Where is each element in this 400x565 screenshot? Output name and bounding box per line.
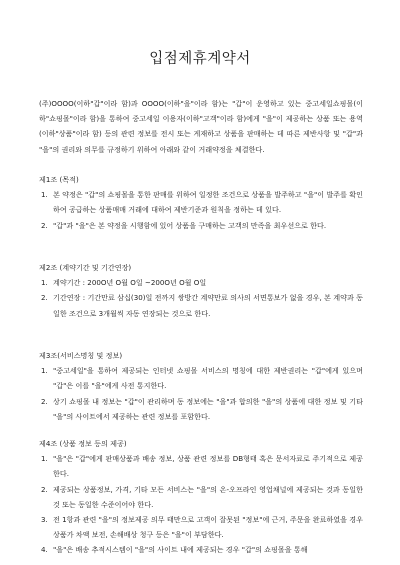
article-3	[39, 348, 363, 424]
article-2	[39, 260, 363, 321]
clause-text: "을"은 배송 추적시스템이 "을"의 사이트 내에 제공되는 경우 "갑"의 쇼핑몰을 통해	[53, 545, 308, 555]
clause-item	[39, 451, 363, 481]
clause-number: 3.	[41, 515, 48, 525]
intro-paragraph: (주)OOOO(이하"갑"이라 함)과 OOOO(이하"을"이라 함)는 "갑"이 운영하고 있는 중고세일쇼핑몰(이하"쇼핑몰"이라 함)을 통하여 중고세일 이용자(이하"고객"이라 함)에게 "을"이 제공하는 상품 또는 용역 (이하"상품"이라 함) 등의 관련 정보를 전시 또는 게재하고 상품을 판매하는 데 따른 제반사항 및 "갑"과 "을"의 권리와 의무를 규정하기 위하여 아래와 같이 거래약정을 체결한다.	[39, 99, 363, 154]
clause-item	[39, 363, 363, 393]
clause-text: "을"은 "갑"에게 판매상품과 배송 정보, 상품 관련 정보를 DB형태 혹은 문서자료로 주기적으로 제공한다.	[53, 454, 363, 479]
clause-item	[39, 512, 363, 542]
clause-item	[39, 394, 363, 424]
clause-text: 계약기간 : 200O년 O월 O일 ~200O년 O월 O일	[53, 278, 207, 288]
article-heading: 제3조(서비스명칭 및 정보)	[39, 351, 123, 360]
clause-number: 2.	[41, 293, 48, 303]
clause-number: 2.	[41, 484, 48, 494]
article-heading: 제4조 (상품 정보 등의 제공)	[39, 439, 127, 448]
clause-number: 2.	[41, 220, 48, 230]
clause-text: 본 약정은 "갑"의 쇼핑몰을 통한 판매를 위하여 일정한 조건으로 상품을 발주하고 "을"이 발주를 확인하여 공급하는 상품매매 거래에 대하여 제반기준과 원칙을 정하는 데 있다.	[53, 190, 363, 215]
article-4	[39, 436, 363, 558]
clause-item	[39, 275, 363, 290]
clause-text: 기간연장 : 기간만료 삼십(30)일 전까지 쌍방간 계약만료 의사의 서면통보가 없을 경우, 본 계약과 동일한 조건으로 3개월씩 자동 연장되는 것으로 한다.	[53, 293, 363, 318]
document-title: 입점제휴계약서	[149, 51, 251, 67]
article-heading: 제2조 (계약기간 및 기간연장)	[39, 263, 132, 272]
clause-text: 전 1항과 관련 "을"의 정보제공 의무 태만으로 고객이 잘못된 "정보"에 근거, 주문을 완료하였을 경우 상품가 차액 보전, 손해배상 청구 등은 "을"이 부담한다.	[53, 515, 363, 540]
clause-text: 상기 쇼핑몰 내 정보는 "갑"이 관리하며 동 정보에는 "을"과 합의한 "을"의 상품에 대한 정보 및 기타 "을"의 사이트에서 제공하는 관련 정보를 포함한다.	[53, 396, 363, 421]
clause-number: 1.	[41, 278, 48, 288]
article-heading: 제1조 (목적)	[39, 175, 79, 184]
clause-text: 제공되는 상품정보, 가격, 기타 모든 서비스는 "을"의 온-오프라인 영업채널에 제공되는 것과 동일한 것 또는 동일한 수준이어야 한다.	[53, 484, 363, 509]
clause-text: "갑"과 "을"은 본 약정을 시행함에 있어 상품을 구매하는 고객의 만족을 최우선으로 한다.	[53, 220, 327, 230]
clause-number: 2.	[41, 396, 48, 406]
clause-text: "중고세일"을 통하여 제공되는 인터넷 쇼핑몰 서비스의 명칭에 대한 제반권리는 "갑"에게 있으며 "갑"은 이를 "을"에게 사전 통지한다.	[53, 366, 363, 391]
clause-number: 4.	[41, 545, 48, 555]
clause-number: 1.	[41, 454, 48, 464]
clause-item	[39, 542, 363, 557]
clause-number: 1.	[41, 190, 48, 200]
clause-item	[39, 482, 363, 512]
clause-number: 1.	[41, 366, 48, 376]
clause-item	[39, 187, 363, 217]
clause-item	[39, 218, 363, 233]
clause-item	[39, 290, 363, 320]
article-1	[39, 172, 363, 233]
